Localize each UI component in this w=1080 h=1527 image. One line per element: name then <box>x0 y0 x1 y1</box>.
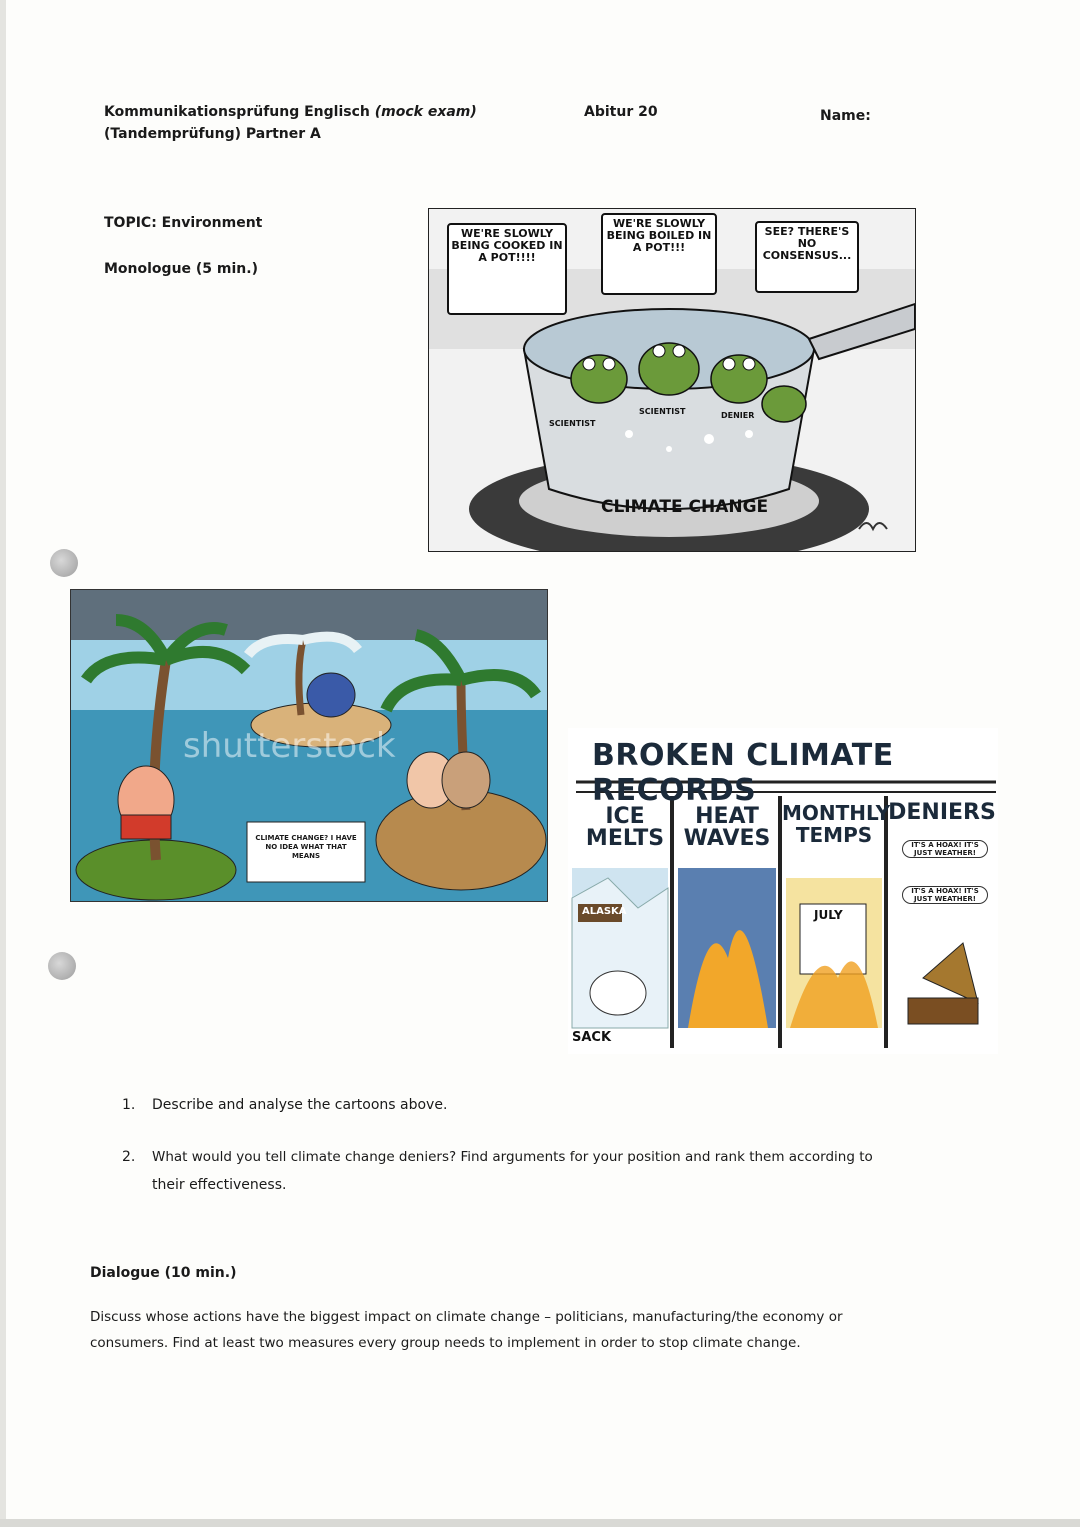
name-label: Name: <box>820 108 871 124</box>
frogs-cartoon <box>428 208 916 552</box>
topic-label: TOPIC: Environment <box>104 215 263 231</box>
abitur-label: Abitur 20 <box>584 104 658 120</box>
dialogue-line-1: Discuss whose actions have the biggest impact on climate change – politicians, manufacturing/the economy or <box>90 1309 843 1325</box>
denier-bubble-1: IT'S A HOAX! IT'S JUST WEATHER! <box>902 840 988 858</box>
col-deniers: DENIERS <box>888 800 996 825</box>
calendar-july: JULY <box>814 908 843 922</box>
denier-bubble-2: IT'S A HOAX! IT'S JUST WEATHER! <box>902 886 988 904</box>
punch-hole-top <box>50 549 78 577</box>
col-ice-melts: ICE MELTS <box>585 804 665 851</box>
scan-bottom-edge <box>0 1519 1080 1527</box>
scan-left-edge <box>0 0 6 1527</box>
punch-hole-bottom <box>48 952 76 980</box>
task-2-line-2: their effectiveness. <box>152 1177 287 1193</box>
islands-cartoon <box>70 589 548 902</box>
monologue-label: Monologue (5 min.) <box>104 261 258 277</box>
artist-signature: SACK <box>572 1030 612 1045</box>
col-monthly-temps: MONTHLY TEMPS <box>782 801 891 847</box>
frog-bubble-right: SEE? THERE'S NO CONSENSUS... <box>755 221 859 293</box>
pot-caption: CLIMATE CHANGE <box>601 497 769 517</box>
frog-label-3: DENIER <box>721 411 755 420</box>
frog-label-1: SCIENTIST <box>549 419 596 428</box>
shutterstock-watermark: shutterstock <box>183 726 396 766</box>
exam-title-text: Kommunikationsprüfung Englisch <box>104 104 375 120</box>
task-2-line-1: What would you tell climate change deniers? Find arguments for your position and rank them according to <box>152 1149 873 1165</box>
frog-bubble-left: WE'RE SLOWLY BEING COOKED IN A POT!!!! <box>447 223 567 315</box>
task-1-text: Describe and analyse the cartoons above. <box>152 1097 448 1113</box>
exam-title-italic: (mock exam) <box>374 104 477 120</box>
exam-subtitle: (Tandemprüfung) Partner A <box>104 126 321 142</box>
dialogue-line-2: consumers. Find at least two measures every group needs to implement in order to stop climate change. <box>90 1335 801 1351</box>
col-heat-waves: HEAT WAVES <box>683 804 771 851</box>
records-cartoon <box>568 728 998 1054</box>
frog-bubble-middle: WE'RE SLOWLY BEING BOILED IN A POT!!! <box>601 213 717 295</box>
task-1-number: 1. <box>122 1097 136 1113</box>
records-title: BROKEN CLIMATE RECORDS <box>592 738 894 808</box>
task-2-number: 2. <box>122 1149 136 1165</box>
alaska-sign: ALASKA <box>582 906 627 917</box>
dialogue-heading: Dialogue (10 min.) <box>90 1265 237 1281</box>
exam-title <box>104 102 477 122</box>
island-sign-text: CLIMATE CHANGE? I HAVE NO IDEA WHAT THAT MEANS <box>255 834 357 860</box>
frog-label-2: SCIENTIST <box>639 407 686 416</box>
